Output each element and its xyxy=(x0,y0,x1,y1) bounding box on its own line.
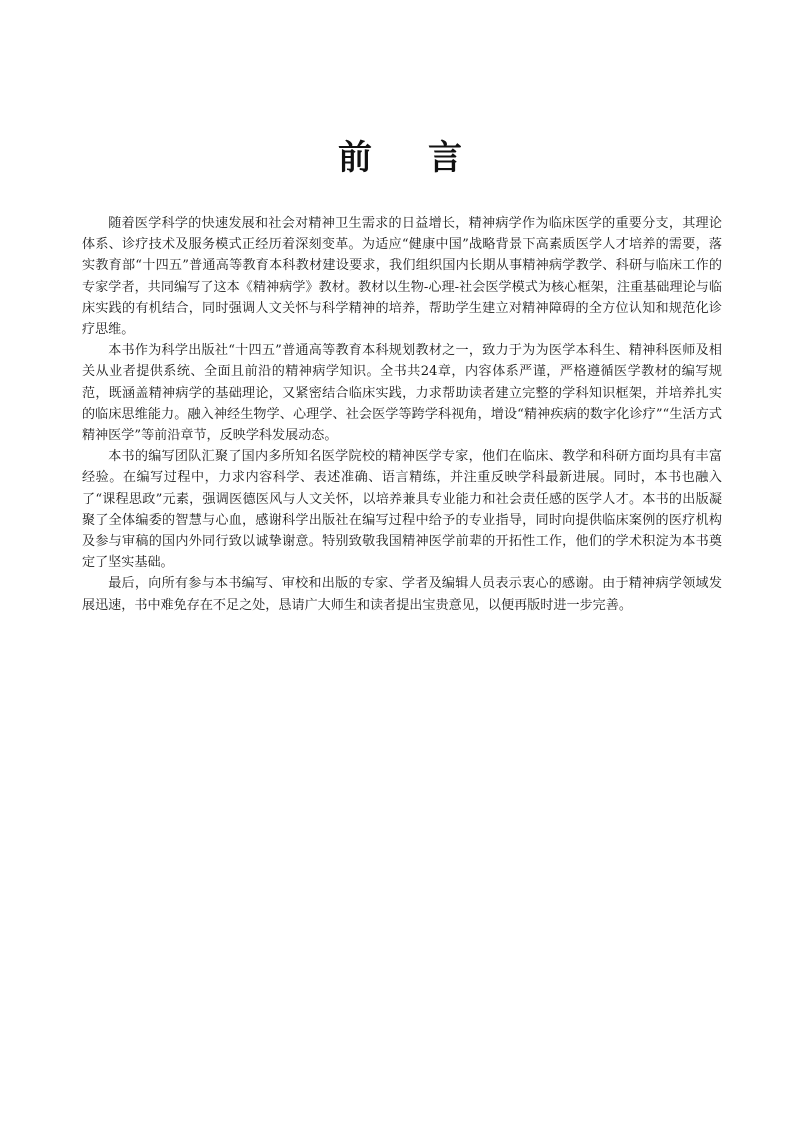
paragraph: 最后，向所有参与本书编写、审校和出版的专家、学者及编辑人员表示衷心的感谢。由于精神病学领域发展迅速，书中难免存在不足之处，恳请广大师生和读者提出宝贵意见，以便再版时进一步完善。 xyxy=(82,576,722,613)
paragraph: 随着医学科学的快速发展和社会对精神卫生需求的日益增长，精神病学作为临床医学的重要分支，其理论体系、诊疗技术及服务模式正经历着深刻变革。为适应“健康中国”战略背景下高素质医学人才培养的需要，落实教育部“十四五”普通高等教育本科教材建设要求，我们组织国内长期从事精神病学教学、科研与临床工作的专家学者，共同编写了这本《精神病学》教材。教材以生物-心理-社会医学模式为核心框架，注重基础理论与临床实践的有机结合，同时强调人文关怀与科学精神的培养，帮助学生建立对精神障碍的全方位认知和规范化诊疗思维。 xyxy=(82,216,722,338)
title-char: 言 xyxy=(428,138,462,178)
paragraph: 本书作为科学出版社“十四五”普通高等教育本科规划教材之一，致力于为为医学本科生、精神科医师及相关从业者提供系统、全面且前沿的精神病学知识。全书共24章，内容体系严谨，严格遵循医学教材的编写规范，既涵盖精神病学的基础理论，又紧密结合临床实践，力求帮助读者建立完整的学科知识框架，并培养扎实的临床思维能力。融入神经生物学、心理学、社会医学等跨学科视角，增设“精神疾病的数字化诊疗”“生活方式精神医学”等前沿章节，反映学科发展动态。 xyxy=(82,343,722,444)
title-char: 前 xyxy=(338,138,372,178)
page-title xyxy=(0,134,800,182)
paragraph: 本书的编写团队汇聚了国内多所知名医学院校的精神医学专家，他们在临床、教学和科研方面均具有丰富经验。在编写过程中，力求内容科学、表述准确、语言精练，并注重反映学科最新进展。同时，本书也融入了“课程思政”元素，强调医德医风与人文关怀，以培养兼具专业能力和社会责任感的医学人才。本书的出版凝聚了全体编委的智慧与心血，感谢科学出版社在编写过程中给予的专业指导，同时向提供临床案例的医疗机构及参与审稿的国内外同行致以诚挚谢意。特别致敬我国精神医学前辈的开拓性工作，他们的学术积淀为本书奠定了坚实基础。 xyxy=(82,449,722,571)
preface-body xyxy=(82,213,722,616)
